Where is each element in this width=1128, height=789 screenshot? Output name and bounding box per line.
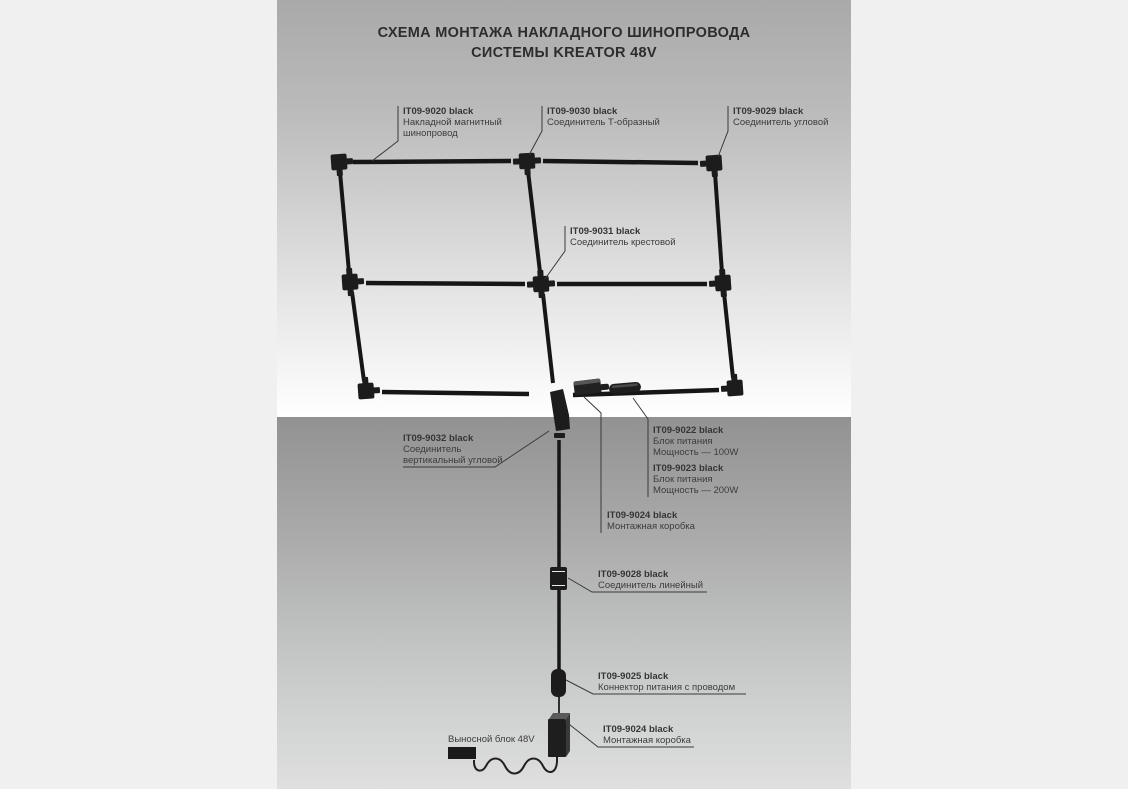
label-it09-9023 [653, 463, 738, 496]
label-it09-9025 [598, 671, 735, 693]
leader-cross-connector [545, 226, 565, 279]
power-cable-wave [474, 757, 557, 774]
part-code: IT09-9020 black [403, 106, 474, 117]
mount-box-wall [548, 713, 570, 757]
leader-track [372, 106, 398, 161]
label-it09-9022 [653, 425, 738, 458]
part-code: IT09-9024 black [607, 510, 678, 521]
label-it09-9020 [403, 106, 502, 139]
part-desc: Монтажная коробка [607, 521, 695, 532]
leader-corner-connector [718, 106, 728, 157]
track-segment [353, 161, 511, 162]
part-desc: Блок питания [653, 436, 713, 447]
part-code: IT09-9032 black [403, 433, 474, 444]
part-code: IT09-9022 black [653, 425, 724, 436]
part-code: IT09-9024 black [603, 724, 674, 735]
track-segment [352, 292, 364, 381]
corner-connector [699, 154, 722, 177]
part-desc: Мощность — 200W [653, 485, 739, 496]
part-code: IT09-9028 black [598, 569, 669, 580]
remote-power-block [448, 747, 476, 759]
track-segment [715, 173, 722, 273]
track-segment [382, 392, 529, 394]
part-desc: Накладной магнитный [403, 117, 502, 128]
diagram-panel [277, 0, 851, 789]
vertical-drop [448, 440, 570, 774]
diagram-title [378, 25, 751, 61]
device-link-nub [600, 384, 609, 391]
part-desc: Блок питания [653, 474, 713, 485]
part-code: IT09-9031 black [570, 226, 641, 237]
corner-connector [720, 373, 743, 396]
part-code: IT09-9023 black [653, 463, 724, 474]
label-it09-9032 [403, 433, 503, 466]
part-desc: Соединитель Т-образный [547, 117, 660, 128]
part-desc: вертикальный угловой [403, 455, 503, 466]
part-desc: Соединитель угловой [733, 117, 829, 128]
label-it09-9031 [570, 226, 676, 248]
track-segment [340, 172, 349, 272]
cross-connector [526, 269, 555, 298]
part-code: IT09-9029 black [733, 106, 804, 117]
part-desc: Соединитель линейный [598, 580, 704, 591]
part-code: IT09-9030 black [547, 106, 618, 117]
track-segment [543, 294, 553, 383]
label-it09-9030 [547, 106, 660, 128]
title-line-1: СХЕМА МОНТАЖА НАКЛАДНОГО ШИНОПРОВОДА [377, 25, 751, 41]
power-feed-connector [551, 669, 566, 697]
label-it09-9028 [598, 569, 703, 591]
linear-connector [550, 567, 567, 590]
label-it09-9024-bottom [603, 724, 692, 746]
leader-mount-box-top [584, 397, 601, 533]
track-segment [543, 161, 698, 163]
vertical-corner-connector [550, 389, 570, 438]
title-line-2: СИСТЕМЫ KREATOR 48V [471, 45, 657, 61]
t-connector [513, 152, 542, 175]
track-segment [724, 293, 733, 378]
part-desc: Коннектор питания с проводом [598, 682, 736, 693]
part-desc: Выносной блок 48V [448, 734, 535, 745]
part-code: IT09-9025 black [598, 671, 669, 682]
label-remote-block [448, 734, 535, 745]
leader-psu [633, 398, 648, 497]
t-connector [341, 267, 365, 296]
part-desc: шинопровод [403, 128, 458, 139]
label-it09-9029 [733, 106, 828, 128]
corner-connector [357, 376, 380, 399]
leader-t-connector [529, 106, 542, 155]
part-desc: Соединитель крестовой [570, 237, 676, 248]
part-desc: Мощность — 100W [653, 447, 739, 458]
installation-diagram [277, 0, 851, 789]
part-desc: Монтажная коробка [603, 735, 691, 746]
t-connector [708, 268, 732, 297]
part-desc: Соединитель [403, 444, 462, 455]
label-it09-9024-top [607, 510, 696, 532]
track-segment [528, 171, 540, 272]
track-segment [366, 283, 525, 284]
corner-connector [330, 153, 353, 176]
